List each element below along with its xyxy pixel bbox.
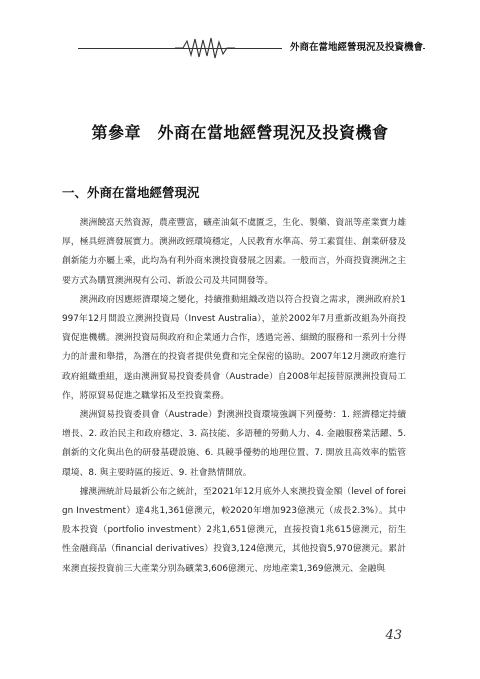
header-wave-ornament: [175, 36, 235, 60]
paragraph: 澳洲貿易投資委員會（Austrade）對澳洲投資環境強調下列優勢：1. 經濟穩定持續增長、2. 政治民主和政府穩定、3. 高技能、多語種的勞動人力、4. 金融服務業活躍、5. 創新的文化與出色的研發基礎設施、6. 具競爭優勢的地理位置、7. 開放且高效率的監管環境、8. 與主要時區的接近、9. 社會熱情開放。: [62, 410, 406, 478]
paragraph: 澳洲饒富天然資源，農產豐富，礦產油氣不虞匱乏，生化、製藥、資訊等產業實力雄厚，極具經濟發展實力。澳洲政經環境穩定，人民教育水準高、勞工素質佳、創業研發及創新能力亦屬上乘，此均為有利外商來澳投資發展之因素。一般而言，外商投資澳洲之主要方式為購買澳洲現有公司、新設公司及共同開發等。: [62, 218, 406, 286]
paragraph: 澳洲政府因應經濟環境之變化，持續推動組織改造以符合投資之需求，澳洲政府於1997年12月間設立澳洲投資局（Invest Australia），並於2002年7月重新改組為外商投資促進機構。澳洲投資局與政府和企業通力合作，透過完善、細緻的服務和一系列十分得力的計畫和舉措，為潛在的投資者提供免費和完全保密的協助。2007年12月澳政府進行政府組織重組，遂由澳洲貿易投資委員會（Austrade）自2008年起接替原澳洲投資局工作，將原貿易促進之職掌拓及至投資業務。: [62, 294, 406, 401]
body-text: [62, 214, 406, 579]
page-number: 43: [385, 628, 402, 643]
paragraph: 據澳洲統計局最新公布之統計，至2021年12月底外人來澳投資金額（level of foreign Investment）達4兆1,361億澳元，較2020年增加923億澳元（成長2.3%）。其中股本投資（portfolio investment）2兆1,651億澳元，直接投資1兆615億澳元，衍生性金融商品（financial derivatives）投資3,124億澳元，其他投資5,970億澳元。累計來澳直接投資前三大產業分別為礦業3,606億澳元、房地產業1,369億澳元、金融與: [62, 486, 406, 574]
section-heading: 一、外商在當地經營現況: [62, 185, 200, 200]
running-header: [0, 36, 480, 60]
header-running-title: 外商在當地經營現況及投資機會: [282, 39, 423, 57]
chapter-title: 第參章 外商在當地經營現況及投資機會: [91, 123, 389, 142]
